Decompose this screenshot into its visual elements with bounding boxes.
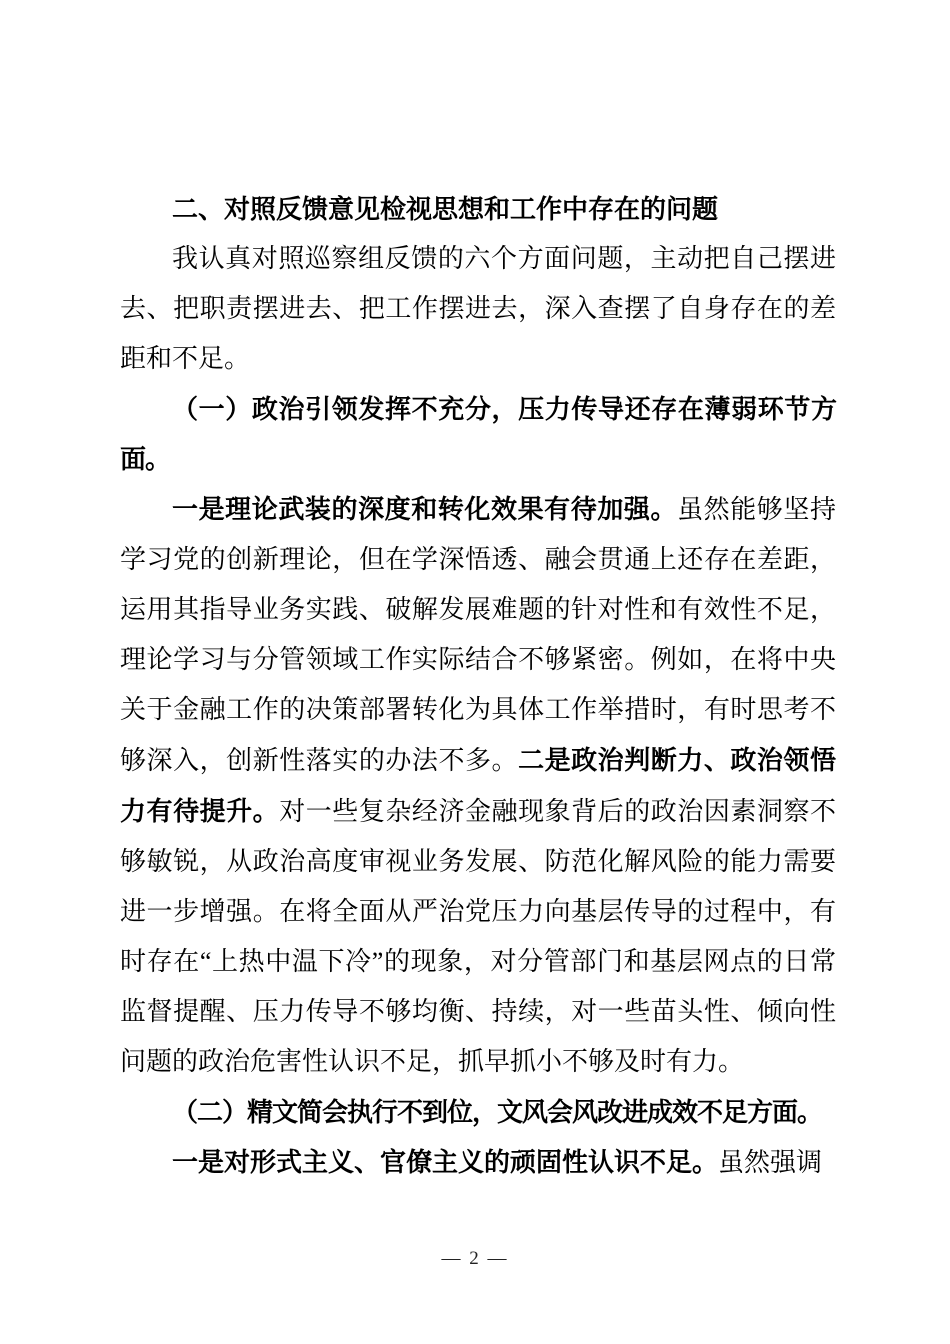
text-run: 一是对形式主义、官僚主义的顽固性认识不足。 bbox=[172, 1147, 719, 1177]
text-run: （一）政治引领发挥不充分，压力传导还存在薄弱环节方面。 bbox=[120, 394, 836, 474]
text-run: 对一些复杂经济金融现象背后的政治因素洞察不够敏锐，从政治高度审视业务发展、防范化解风险的能力需要进一步增强。在将全面从严治党压力向基层传导的过程中，有时存在“上热中温下冷”的现象，对分管部门和基层网点的日常监督提醒、压力传导不够均衡、持续，对一些苗头性、倾向性问题的政治危害性认识不足，抓早抓小不够及时有力。 bbox=[120, 797, 836, 1076]
text-run: 二、对照反馈意见检视思想和工作中存在的问题 bbox=[172, 194, 719, 224]
text-run: （二）精文简会执行不到位，文风会风改进成效不足方面。 bbox=[172, 1097, 823, 1127]
paragraph bbox=[120, 484, 836, 1087]
paragraph bbox=[120, 234, 836, 384]
text-run: 我认真对照巡察组反馈的六个方面问题，主动把自己摆进去、把职责摆进去、把工作摆进去，深入查摆了自身存在的差距和不足。 bbox=[120, 244, 836, 373]
document-content bbox=[120, 184, 836, 1188]
subheading bbox=[120, 384, 836, 484]
page-number: — 2 — bbox=[441, 1248, 509, 1269]
subheading bbox=[120, 1087, 836, 1137]
text-run: 虽然强调 bbox=[718, 1148, 823, 1177]
page-footer bbox=[0, 1248, 950, 1270]
paragraph bbox=[120, 1137, 836, 1188]
text-run: 一是理论武装的深度和转化效果有待加强。 bbox=[172, 494, 678, 524]
text-run: 二是政治判断力、政治领悟力有待提升。 bbox=[120, 745, 836, 826]
heading bbox=[120, 184, 836, 234]
text-run: 虽然能够坚持学习党的创新理论，但在学深悟透、融会贯通上还存在差距，运用其指导业务实践、破解发展难题的针对性和有效性不足，理论学习与分管领域工作实际结合不够紧密。例如，在将中央关于金融工作的决策部署转化为具体工作举措时，有时思考不够深入，创新性落实的办法不多。 bbox=[120, 495, 836, 775]
